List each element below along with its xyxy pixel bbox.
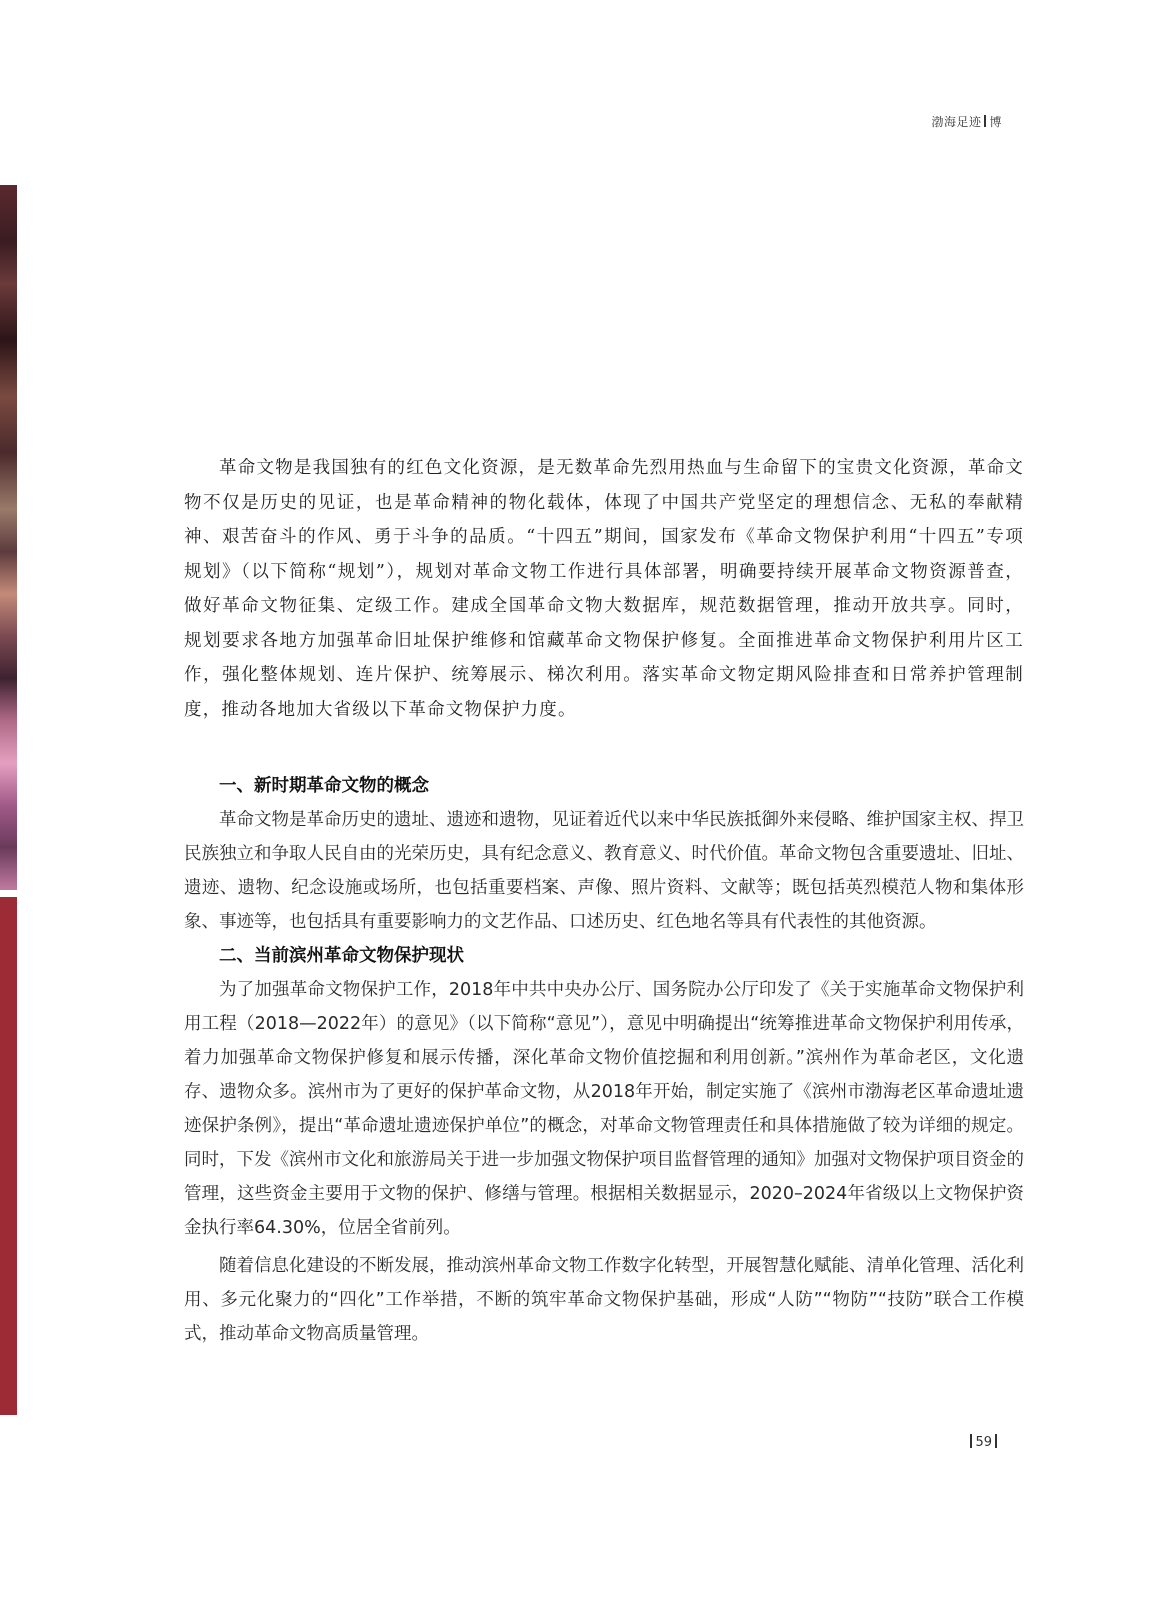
running-header	[931, 113, 1002, 130]
accent-color-bar	[0, 897, 17, 1415]
header-section-name: 渤海足迹	[931, 115, 982, 129]
header-column-name: 博	[989, 115, 1002, 129]
intro-paragraph: 革命文物是我国独有的红色文化资源，是无数革命先烈用热血与生命留下的宝贵文化资源，革命文物不仅是历史的见证，也是革命精神的物化载体，体现了中国共产党坚定的理想信念、无私的奉献精神、艰苦奋斗的作风、勇于斗争的品质。“十四五”期间，国家发布《革命文物保护利用“十四五”专项规划》（以下简称“规划”），规划对革命文物工作进行具体部署，明确要持续开展革命文物资源普查，做好革命文物征集、定级工作。建成全国革命文物大数据库，规范数据管理，推动开放共享。同时，规划要求各地方加强革命旧址保护维修和馆藏革命文物保护修复。全面推进革命文物保护利用片区工作，强化整体规划、连片保护、统筹展示、梯次利用。落实革命文物定期风险排查和日常养护管理制度，推动各地加大省级以下革命文物保护力度。	[184, 458, 1024, 720]
page-number-text: 59	[975, 1435, 992, 1450]
section-2-paragraph-2: 随着信息化建设的不断发展，推动滨州革命文物工作数字化转型，开展智慧化赋能、清单化管理、活化利用、多元化聚力的“四化”工作举措，不断的筑牢革命文物保护基础，形成“人防”“物防”“技防”联合工作模式，推动革命文物高质量管理。	[184, 1256, 1024, 1344]
folio-bar-right	[995, 1434, 997, 1448]
article-body	[184, 451, 1024, 1351]
section-1-paragraph: 革命文物是革命历史的遗址、遗迹和遗物，见证着近代以来中华民族抵御外来侵略、维护国家主权、捍卫民族独立和争取人民自由的光荣历史，具有纪念意义、教育意义、时代价值。革命文物包含重要遗址、旧址、遗迹、遗物、纪念设施或场所，也包括重要档案、声像、照片资料、文献等；既包括英烈模范人物和集体形象、事迹等，也包括具有重要影响力的文艺作品、口述历史、红色地名等具有代表性的其他资源。	[184, 810, 1024, 932]
page-number	[967, 1434, 1000, 1450]
section-2-title: 二、当前滨州革命文物保护现状	[219, 946, 464, 966]
edge-photo-strip	[0, 185, 17, 890]
folio-bar-left	[970, 1434, 972, 1448]
header-separator	[984, 115, 986, 127]
section-1-title: 一、新时期革命文物的概念	[219, 776, 429, 796]
section-2-paragraph-1: 为了加强革命文物保护工作，2018年中共中央办公厅、国务院办公厅印发了《关于实施革命文物保护利用工程（2018—2022年）的意见》（以下简称“意见”），意见中明确提出“统筹推进革命文物保护利用传承，着力加强革命文物保护修复和展示传播，深化革命文物价值挖掘和利用创新。”滨州作为革命老区，文化遗存、遗物众多。滨州市为了更好的保护革命文物，从2018年开始，制定实施了《滨州市渤海老区革命遗址遗迹保护条例》，提出“革命遗址遗迹保护单位”的概念，对革命文物管理责任和具体措施做了较为详细的规定。同时，下发《滨州市文化和旅游局关于进一步加强文物保护项目监督管理的通知》加强对文物保护项目资金的管理，这些资金主要用于文物的保护、修缮与管理。根据相关数据显示，2020–2024年省级以上文物保护资金执行率64.30%，位居全省前列。	[184, 980, 1024, 1238]
